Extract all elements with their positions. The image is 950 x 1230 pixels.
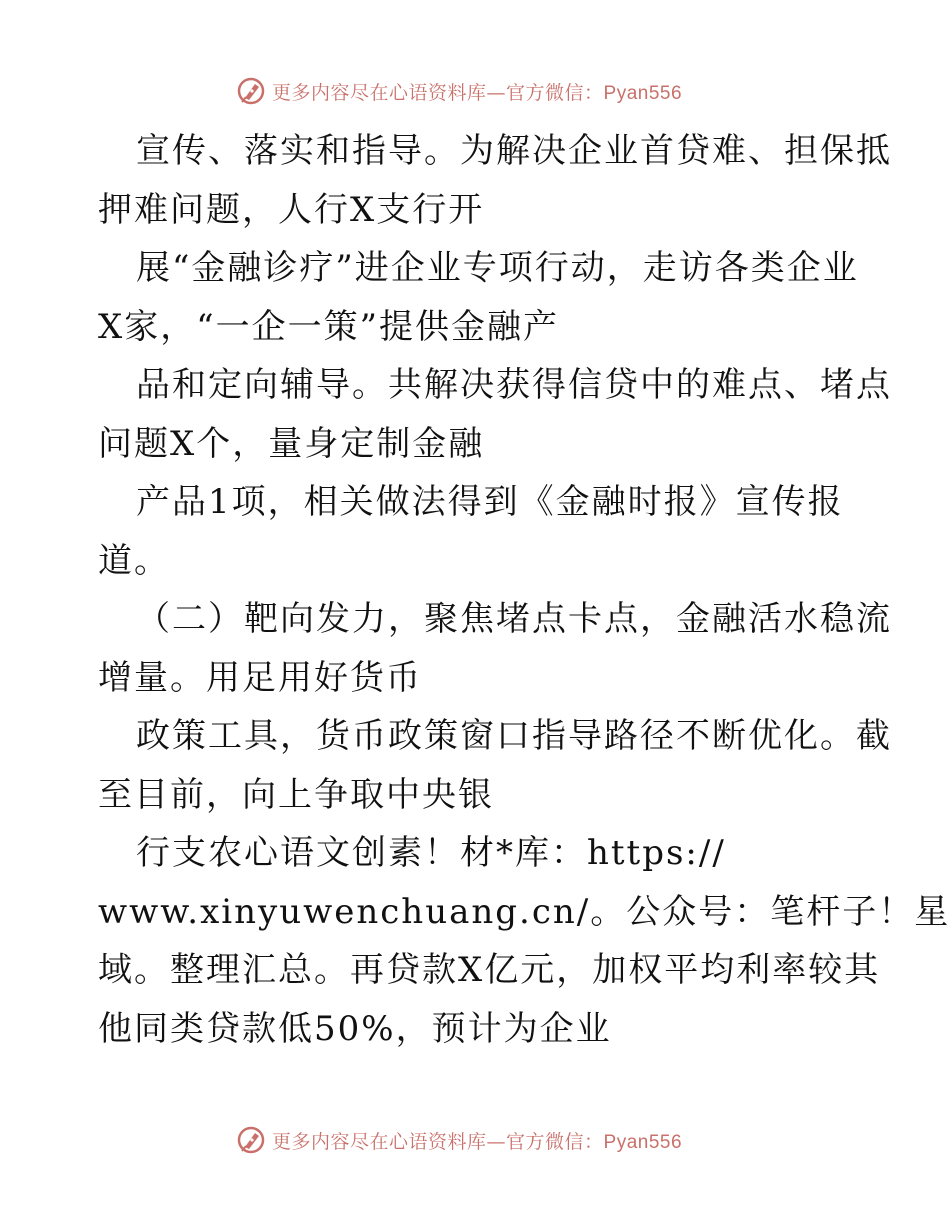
text-line: 行支农心语文创素！材*库：https:// xyxy=(136,833,726,873)
text-line: 宣传、落实和指导。为解决企业首贷难、担保抵 xyxy=(136,131,892,171)
banner-text xyxy=(272,78,682,105)
banner-title: 更多内容尽在心语资料库—官方微信： xyxy=(272,81,604,104)
text-line: 域。整理汇总。再贷款X亿元，加权平均利率较其 xyxy=(98,950,881,990)
text-line: 他同类贷款低50%，预计为企业 xyxy=(98,1008,612,1049)
text-line: 政策工具，货币政策窗口指导路径不断优化。截 xyxy=(136,716,892,756)
banner-wechat-id: Pyan556 xyxy=(603,1131,683,1153)
banner-text xyxy=(272,1127,682,1154)
text-line: 道。 xyxy=(98,540,170,581)
text-line: 押难问题，人行X支行开 xyxy=(98,189,485,230)
text-line: （二）靶向发力，聚焦堵点卡点，金融活水稳流 xyxy=(136,599,892,639)
pen-nib-logo-icon xyxy=(236,1125,266,1155)
document-body xyxy=(98,122,950,1058)
text-line: 问题X个，量身定制金融 xyxy=(98,423,485,464)
text-line: 品和定向辅导。共解决获得信贷中的难点、堵点 xyxy=(136,365,892,405)
text-line: 增量。用足用好货币 xyxy=(98,657,422,698)
text-line: www.xinyuwenchuang.cn/。公众号：笔杆子！星 xyxy=(98,891,950,932)
text-line: 产品1项，相关做法得到《金融时报》宣传报 xyxy=(136,482,844,522)
text-line: 展“金融诊疗”进企业专项行动，走访各类企业 xyxy=(136,248,859,288)
banner-title: 更多内容尽在心语资料库—官方微信： xyxy=(272,1130,604,1153)
banner-wechat-id: Pyan556 xyxy=(603,82,683,104)
footer-banner xyxy=(236,1123,682,1157)
text-line: 至目前，向上争取中央银 xyxy=(98,774,494,815)
text-line: X家，“一企一策”提供金融产 xyxy=(98,306,559,347)
pen-nib-logo-icon xyxy=(236,76,266,106)
header-banner xyxy=(236,74,682,108)
